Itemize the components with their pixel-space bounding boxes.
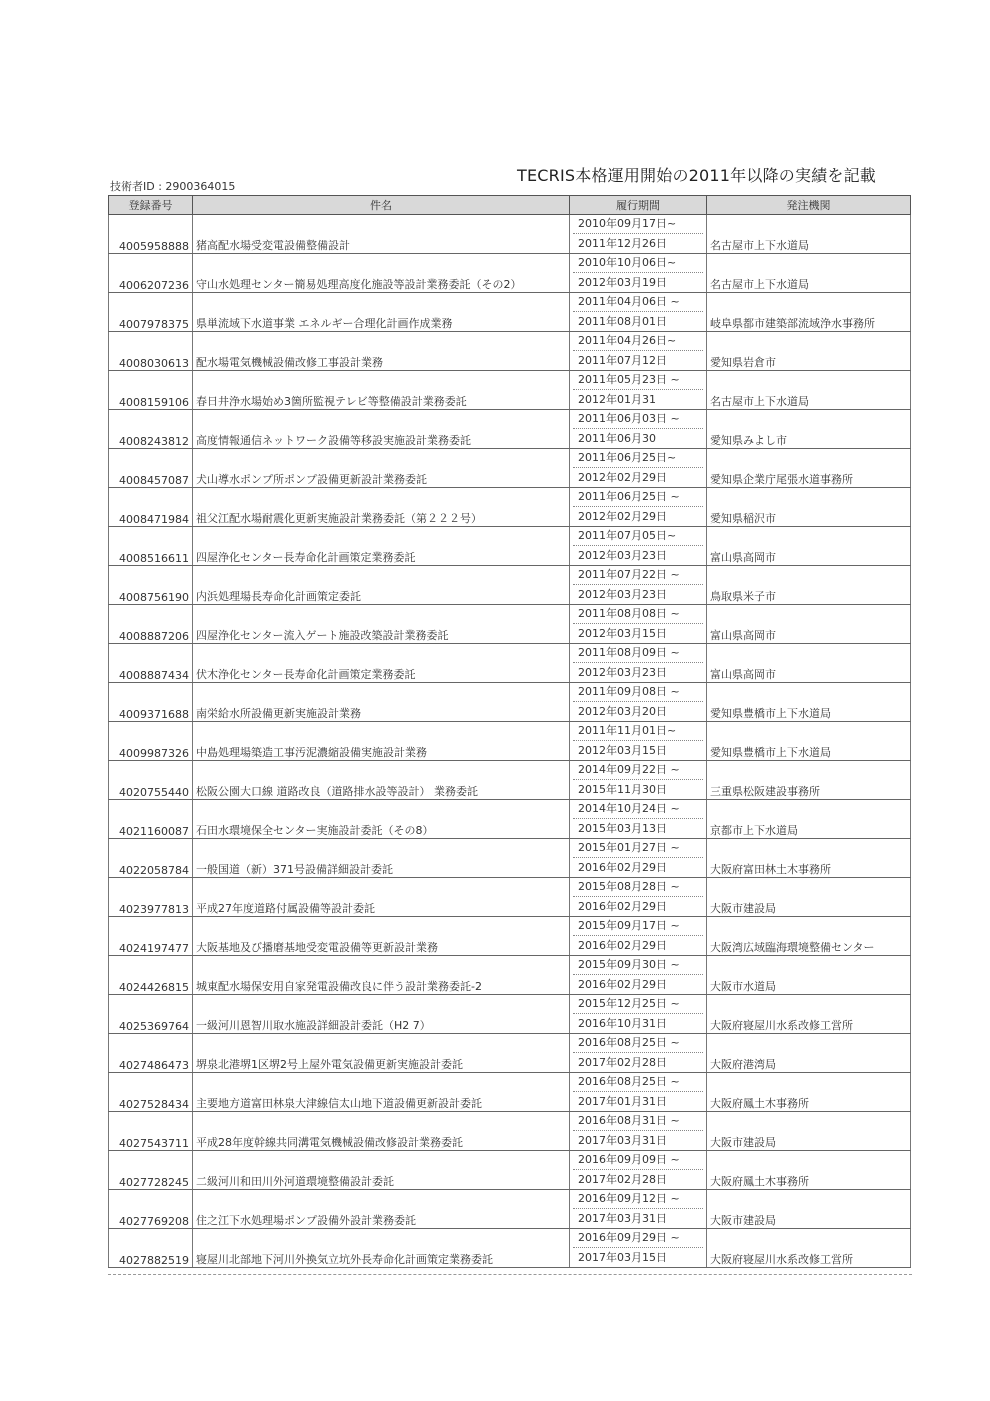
- registration-number: 4024197477: [109, 917, 193, 956]
- period-end: 2012年03月20日: [578, 705, 667, 718]
- period-start: 2011年04月26日~: [573, 332, 703, 351]
- period-end: 2012年03月23日: [578, 549, 667, 562]
- period-start: 2011年07月22日 ~: [573, 566, 703, 585]
- registration-number: 4008243812: [109, 410, 193, 449]
- project-name: 住之江下水処理場ポンプ設備外設計業務委託: [193, 1190, 570, 1229]
- ordering-agency: 大阪市建設局: [707, 878, 911, 917]
- table-row: [109, 1229, 911, 1268]
- table-row: [109, 1151, 911, 1190]
- registration-number: 4009987326: [109, 722, 193, 761]
- period-end: 2016年02月29日: [578, 900, 667, 913]
- registration-number: 4009371688: [109, 683, 193, 722]
- engineer-id: 技術者ID : 2900364015: [110, 180, 236, 193]
- project-name: 石田水環境保全センター実施設計委託（その8）: [193, 800, 570, 839]
- registration-number: 4008756190: [109, 566, 193, 605]
- performance-period: [570, 644, 707, 683]
- header-row: [109, 196, 911, 215]
- table-row: [109, 332, 911, 371]
- table-row: [109, 956, 911, 995]
- project-name: 南栄給水所設備更新実施設計業務: [193, 683, 570, 722]
- ordering-agency: 愛知県豊橋市上下水道局: [707, 683, 911, 722]
- ordering-agency: 大阪府富田林土木事務所: [707, 839, 911, 878]
- period-end: 2012年02月29日: [578, 510, 667, 523]
- period-end: 2016年02月29日: [578, 861, 667, 874]
- performance-period: [570, 995, 707, 1034]
- registration-number: 4007978375: [109, 293, 193, 332]
- performance-period: [570, 722, 707, 761]
- ordering-agency: 名古屋市上下水道局: [707, 371, 911, 410]
- registration-number: 4027882519: [109, 1229, 193, 1268]
- table-row: [109, 527, 911, 566]
- ordering-agency: 大阪府寝屋川水系改修工営所: [707, 995, 911, 1034]
- period-end: 2012年02月29日: [578, 471, 667, 484]
- period-start: 2015年09月17日 ~: [573, 917, 703, 936]
- period-end: 2011年07月12日: [578, 354, 667, 367]
- table-row: [109, 1034, 911, 1073]
- table-row: [109, 839, 911, 878]
- period-start: 2016年08月25日 ~: [573, 1034, 703, 1053]
- performance-period: [570, 215, 707, 254]
- registration-number: 4008516611: [109, 527, 193, 566]
- project-name: 猪高配水場受変電設備整備設計: [193, 215, 570, 254]
- table-row: [109, 878, 911, 917]
- ordering-agency: 富山県高岡市: [707, 527, 911, 566]
- registration-number: 4025369764: [109, 995, 193, 1034]
- period-end: 2017年01月31日: [578, 1095, 667, 1108]
- ordering-agency: 大阪市建設局: [707, 1112, 911, 1151]
- table-row: [109, 254, 911, 293]
- registration-number: 4021160087: [109, 800, 193, 839]
- period-end: 2017年03月31日: [578, 1134, 667, 1147]
- ordering-agency: 京都市上下水道局: [707, 800, 911, 839]
- project-name: 四屋浄化センター流入ゲート施設改築設計業務委託: [193, 605, 570, 644]
- ordering-agency: 愛知県岩倉市: [707, 332, 911, 371]
- header-registration-number: 登録番号: [109, 196, 193, 215]
- project-name: 大阪基地及び播磨基地受変電設備等更新設計業務: [193, 917, 570, 956]
- period-start: 2015年08月28日 ~: [573, 878, 703, 897]
- project-name: 主要地方道富田林泉大津線信太山地下道設備更新設計委託: [193, 1073, 570, 1112]
- header-performance-period: 履行期間: [570, 196, 707, 215]
- table-row: [109, 761, 911, 800]
- table-row: [109, 1073, 911, 1112]
- table-row: [109, 722, 911, 761]
- period-end: 2011年08月01日: [578, 315, 667, 328]
- period-start: 2015年09月30日 ~: [573, 956, 703, 975]
- period-end: 2011年06月30: [578, 432, 656, 445]
- period-end: 2015年03月13日: [578, 822, 667, 835]
- registration-number: 4027486473: [109, 1034, 193, 1073]
- project-name: 内浜処理場長寿命化計画策定委託: [193, 566, 570, 605]
- period-start: 2010年10月06日~: [573, 254, 703, 273]
- ordering-agency: 名古屋市上下水道局: [707, 254, 911, 293]
- registration-number: 4008887434: [109, 644, 193, 683]
- performance-period: [570, 839, 707, 878]
- table-row: [109, 410, 911, 449]
- performance-period: [570, 1034, 707, 1073]
- performance-period: [570, 566, 707, 605]
- performance-period: [570, 254, 707, 293]
- table-row: [109, 566, 911, 605]
- period-start: 2011年06月03日 ~: [573, 410, 703, 429]
- period-end: 2012年01月31: [578, 393, 656, 406]
- performance-period: [570, 683, 707, 722]
- table-row: [109, 1112, 911, 1151]
- period-end: 2017年03月15日: [578, 1251, 667, 1264]
- period-end: 2017年02月28日: [578, 1173, 667, 1186]
- period-end: 2011年12月26日: [578, 237, 667, 250]
- project-name: 二級河川和田川外河道環境整備設計委託: [193, 1151, 570, 1190]
- period-start: 2016年08月31日 ~: [573, 1112, 703, 1131]
- performance-period: [570, 878, 707, 917]
- registration-number: 4008887206: [109, 605, 193, 644]
- registration-number: 4023977813: [109, 878, 193, 917]
- ordering-agency: 鳥取県米子市: [707, 566, 911, 605]
- header-ordering-agency: 発注機関: [707, 196, 911, 215]
- registration-number: 4027543711: [109, 1112, 193, 1151]
- registration-number: 4008457087: [109, 449, 193, 488]
- performance-period: [570, 371, 707, 410]
- registration-number: 4005958888: [109, 215, 193, 254]
- performance-period: [570, 800, 707, 839]
- period-start: 2016年08月25日 ~: [573, 1073, 703, 1092]
- performance-period: [570, 1073, 707, 1112]
- performance-period: [570, 1190, 707, 1229]
- bottom-divider: [108, 1274, 912, 1275]
- performance-period: [570, 293, 707, 332]
- project-name: 伏木浄化センター長寿命化計画策定業務委託: [193, 644, 570, 683]
- registration-number: 4008159106: [109, 371, 193, 410]
- table-row: [109, 293, 911, 332]
- project-name: 中島処理場築造工事汚泥濃縮設備実施設計業務: [193, 722, 570, 761]
- period-end: 2012年03月15日: [578, 627, 667, 640]
- table-row: [109, 917, 911, 956]
- table-row: [109, 488, 911, 527]
- period-end: 2012年03月23日: [578, 588, 667, 601]
- table-row: [109, 371, 911, 410]
- period-start: 2011年06月25日~: [573, 449, 703, 468]
- performance-period: [570, 332, 707, 371]
- performance-period: [570, 761, 707, 800]
- period-start: 2011年08月09日 ~: [573, 644, 703, 663]
- project-name: 県単流域下水道事業 エネルギー合理化計画作成業務: [193, 293, 570, 332]
- project-name: 祖父江配水場耐震化更新実施設計業務委託（第２２２号）: [193, 488, 570, 527]
- registration-number: 4027528434: [109, 1073, 193, 1112]
- period-start: 2011年09月08日 ~: [573, 683, 703, 702]
- performance-period: [570, 605, 707, 644]
- project-name: 配水場電気機械設備改修工事設計業務: [193, 332, 570, 371]
- period-start: 2016年09月12日 ~: [573, 1190, 703, 1209]
- registration-number: 4024426815: [109, 956, 193, 995]
- project-name: 堺泉北港堺1区堺2号上屋外電気設備更新実施設計委託: [193, 1034, 570, 1073]
- table-row: [109, 995, 911, 1034]
- period-end: 2012年03月15日: [578, 744, 667, 757]
- page-heading: TECRIS本格運用開始の2011年以降の実績を記載: [517, 166, 876, 185]
- header-project-name: 件名: [193, 196, 570, 215]
- ordering-agency: 名古屋市上下水道局: [707, 215, 911, 254]
- period-start: 2014年10月24日 ~: [573, 800, 703, 819]
- ordering-agency: 愛知県豊橋市上下水道局: [707, 722, 911, 761]
- registration-number: 4008471984: [109, 488, 193, 527]
- performance-period: [570, 1229, 707, 1268]
- ordering-agency: 富山県高岡市: [707, 605, 911, 644]
- period-start: 2011年06月25日 ~: [573, 488, 703, 507]
- ordering-agency: 富山県高岡市: [707, 644, 911, 683]
- period-start: 2011年11月01日~: [573, 722, 703, 741]
- table-row: [109, 605, 911, 644]
- table-row: [109, 800, 911, 839]
- period-start: 2010年09月17日~: [573, 215, 703, 234]
- ordering-agency: 大阪府寝屋川水系改修工営所: [707, 1229, 911, 1268]
- records-table: [108, 195, 911, 1268]
- period-end: 2015年11月30日: [578, 783, 667, 796]
- period-end: 2016年02月29日: [578, 978, 667, 991]
- ordering-agency: 三重県松阪建設事務所: [707, 761, 911, 800]
- registration-number: 4027728245: [109, 1151, 193, 1190]
- period-start: 2015年01月27日 ~: [573, 839, 703, 858]
- table-row: [109, 215, 911, 254]
- period-end: 2016年02月29日: [578, 939, 667, 952]
- period-start: 2011年08月08日 ~: [573, 605, 703, 624]
- performance-period: [570, 956, 707, 995]
- ordering-agency: 愛知県稲沢市: [707, 488, 911, 527]
- table-row: [109, 449, 911, 488]
- project-name: 四屋浄化センター長寿命化計画策定業務委託: [193, 527, 570, 566]
- performance-period: [570, 488, 707, 527]
- table-row: [109, 683, 911, 722]
- performance-period: [570, 527, 707, 566]
- ordering-agency: 岐阜県都市建築部流域浄水事務所: [707, 293, 911, 332]
- project-name: 一般国道（新）371号設備詳細設計委託: [193, 839, 570, 878]
- period-start: 2015年12月25日 ~: [573, 995, 703, 1014]
- ordering-agency: 大阪府鳳土木事務所: [707, 1151, 911, 1190]
- period-end: 2012年03月23日: [578, 666, 667, 679]
- period-start: 2014年09月22日 ~: [573, 761, 703, 780]
- ordering-agency: 大阪市建設局: [707, 1190, 911, 1229]
- period-end: 2017年02月28日: [578, 1056, 667, 1069]
- performance-period: [570, 1112, 707, 1151]
- project-name: 守山水処理センター簡易処理高度化施設等設計業務委託（その2）: [193, 254, 570, 293]
- performance-period: [570, 449, 707, 488]
- performance-period: [570, 410, 707, 449]
- ordering-agency: 大阪府鳳土木事務所: [707, 1073, 911, 1112]
- period-start: 2011年07月05日~: [573, 527, 703, 546]
- table-row: [109, 1190, 911, 1229]
- ordering-agency: 愛知県みよし市: [707, 410, 911, 449]
- project-name: 春日井浄水場始め3箇所監視テレビ等整備設計業務委託: [193, 371, 570, 410]
- project-name: 平成27年度道路付属設備等設計委託: [193, 878, 570, 917]
- registration-number: 4027769208: [109, 1190, 193, 1229]
- ordering-agency: 愛知県企業庁尾張水道事務所: [707, 449, 911, 488]
- performance-period: [570, 917, 707, 956]
- table-row: [109, 644, 911, 683]
- performance-period: [570, 1151, 707, 1190]
- project-name: 城東配水場保安用自家発電設備改良に伴う設計業務委託-2: [193, 956, 570, 995]
- registration-number: 4006207236: [109, 254, 193, 293]
- period-start: 2016年09月29日 ~: [573, 1229, 703, 1248]
- period-start: 2011年04月06日 ~: [573, 293, 703, 312]
- ordering-agency: 大阪湾広域臨海環境整備センター: [707, 917, 911, 956]
- project-name: 平成28年度幹線共同溝電気機械設備改修設計業務委託: [193, 1112, 570, 1151]
- ordering-agency: 大阪府港湾局: [707, 1034, 911, 1073]
- project-name: 寝屋川北部地下河川外換気立坑外長寿命化計画策定業務委託: [193, 1229, 570, 1268]
- period-end: 2016年10月31日: [578, 1017, 667, 1030]
- project-name: 一級河川恩智川取水施設詳細設計委託（H2 7）: [193, 995, 570, 1034]
- period-start: 2011年05月23日 ~: [573, 371, 703, 390]
- registration-number: 4022058784: [109, 839, 193, 878]
- period-end: 2017年03月31日: [578, 1212, 667, 1225]
- registration-number: 4008030613: [109, 332, 193, 371]
- period-start: 2016年09月09日 ~: [573, 1151, 703, 1170]
- period-end: 2012年03月19日: [578, 276, 667, 289]
- project-name: 松阪公園大口線 道路改良（道路排水設等設計） 業務委託: [193, 761, 570, 800]
- registration-number: 4020755440: [109, 761, 193, 800]
- ordering-agency: 大阪市水道局: [707, 956, 911, 995]
- project-name: 犬山導水ポンプ所ポンプ設備更新設計業務委託: [193, 449, 570, 488]
- project-name: 高度情報通信ネットワーク設備等移設実施設計業務委託: [193, 410, 570, 449]
